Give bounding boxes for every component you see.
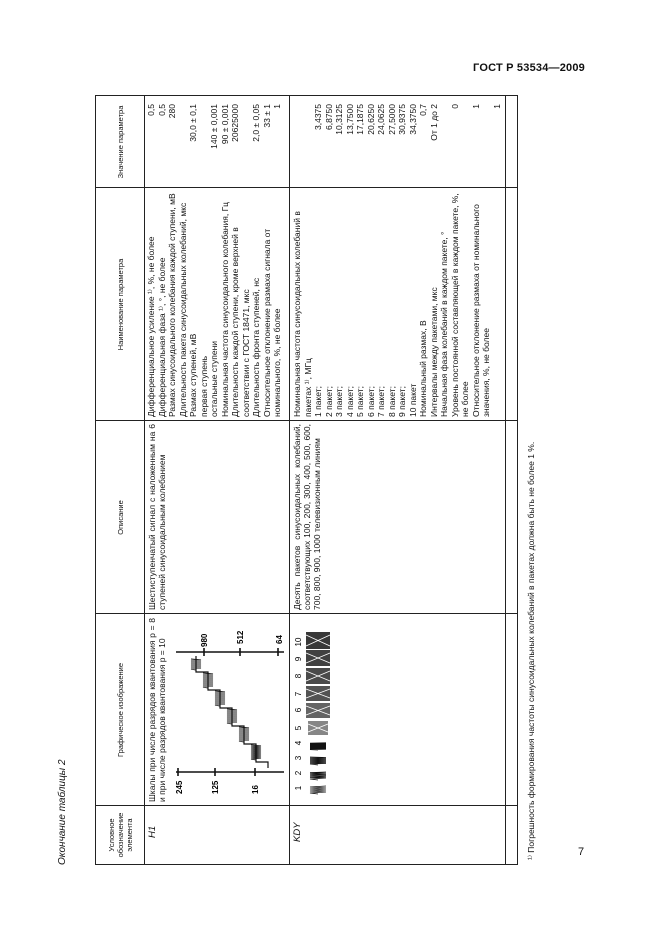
parameter-value: 1 [272, 104, 282, 109]
parameters-table [95, 95, 536, 865]
column-header-graphic: Графическое изображение [115, 663, 125, 758]
parameter-name: Относительное отклонение размаха сигнала от номинального, %, не более [261, 228, 282, 417]
parameter-value: 3,4375 [313, 104, 323, 130]
parameter-value: 10,3125 [334, 104, 344, 135]
parameter-name: 10 пакет [407, 383, 418, 417]
parameter-name: 3 пакет; [334, 386, 344, 417]
parameter-values-kdy [292, 104, 502, 184]
parameter-name: Длительность каждой ступени, кроме верхней в соответствии с ГОСТ 18471, мкс [230, 227, 251, 417]
parameter-name: Размах синусоидального колебания каждой ступени, мВ [167, 193, 177, 417]
parameter-names-h1 [146, 191, 283, 417]
element-code-kdy: KDY [292, 822, 303, 842]
parameter-value: 13,7500 [344, 104, 355, 135]
parameter-value: 30,9375 [397, 104, 407, 135]
scale-label-16: 16 [251, 785, 260, 794]
parameter-name: 1 пакет; [313, 386, 323, 417]
scale-label-125: 125 [211, 780, 220, 794]
parameter-value: 0 [449, 104, 460, 109]
rotated-page-content [57, 95, 537, 865]
packet-number: 2 [294, 770, 303, 776]
description-kdy: Десять пакетов синусоидальных колебаний, соответствующих 100, 200, 300, 400, 500, 600, 700, 800, 900, 1000 телевизионным линиям [292, 424, 322, 610]
parameter-name: Относительное отклонение размаха от номинального значения, %, не более [470, 204, 491, 417]
parameter-name: Дифференциальное усиление ¹⁾, %, не более [146, 236, 156, 417]
parameter-value: 1 [491, 104, 502, 109]
parameter-value: 24,0625 [376, 104, 386, 135]
packet-number: 1 [294, 785, 303, 791]
scale-label-512: 512 [236, 630, 245, 644]
parameter-value: 0,5 [146, 104, 156, 116]
packet-number: 7 [294, 691, 303, 697]
parameter-value: 27,5000 [386, 104, 397, 135]
column-header-description: Описание [115, 500, 125, 535]
table-footnote: ¹⁾ Погрешность формирования частоты синусоидальных колебаний в пакетах должна быть не более 1 %. [526, 441, 536, 860]
parameter-value: 1 [470, 104, 481, 109]
parameter-name: 8 пакет; [386, 386, 397, 417]
table-caption: Окончание таблицы 2 [57, 759, 68, 865]
description-h1: Шестиступенчатый сигнал с наложенным на 6 ступеней синусоидальным колебанием [147, 424, 167, 610]
packet-number: 8 [294, 673, 303, 679]
parameter-value: 33 ± 1 [261, 104, 272, 128]
parameter-value: 30,0 ± 0,1 [188, 104, 198, 142]
packet-number: 4 [294, 740, 303, 746]
parameter-name: Длительность фронта ступеней, нс [251, 277, 261, 417]
scale-label-980: 980 [200, 633, 209, 647]
packet-number: 9 [294, 656, 303, 662]
parameter-value: 6,8750 [323, 104, 334, 130]
parameter-name: первая ступень [198, 355, 209, 417]
standard-header: ГОСТ Р 53534—2009 [473, 62, 585, 74]
packet-number: 6 [294, 707, 303, 713]
parameter-name: 5 пакет; [355, 386, 365, 417]
parameter-names-kdy [292, 191, 492, 417]
parameter-value: 2,0 ± 0,05 [251, 104, 261, 142]
parameter-value: 280 [167, 104, 177, 119]
element-code-h1: Н1 [147, 825, 158, 838]
parameter-name: Номинальная частота синусоидального колебания, Гц [219, 201, 230, 417]
scale-label-245: 245 [175, 780, 184, 794]
parameter-value: 140 ± 0,001 [209, 104, 219, 149]
parameter-name: Начальная фаза колебаний в каждом пакете, ° [439, 231, 449, 417]
parameter-name: Дифференциальная фаза ¹⁾, °, не более [156, 257, 167, 417]
staircase-signal-graphic [172, 616, 288, 802]
parameter-name: Номинальный размах, В [418, 320, 428, 417]
parameter-values-h1 [146, 104, 283, 184]
parameter-name: 9 пакет; [397, 386, 407, 417]
parameter-name: Размах ступеней, мВ [188, 333, 198, 417]
packet-number: 3 [294, 755, 303, 761]
parameter-value: 34,3750 [407, 104, 418, 135]
parameter-value: 20,6250 [365, 104, 376, 135]
graphic-scale-text: Шкалы при числе разрядов квантования p = 8 и при числе разрядов квантования p = 10 [147, 618, 167, 802]
parameter-name: 7 пакет; [376, 386, 386, 417]
packet-number: 10 [294, 637, 303, 647]
parameter-value: 17,1875 [355, 104, 365, 135]
parameter-value: От 1 до 2 [428, 104, 439, 141]
scale-label-64: 64 [275, 635, 284, 644]
column-header-code: Условное обозначение элемента [106, 812, 134, 858]
parameter-name: Номинальная частота синусоидальных колебаний в пакетах ¹⁾, МГц [292, 211, 313, 417]
parameter-name: 4 пакет; [344, 386, 355, 417]
parameter-value: 0,5 [156, 104, 167, 116]
parameter-name: 6 пакет; [365, 386, 376, 417]
multiburst-packets-graphic [292, 616, 364, 802]
parameter-name: 2 пакет; [323, 386, 334, 417]
parameter-name: остальные ступени [209, 340, 219, 417]
column-header-parameter: Наименование параметра [115, 258, 125, 351]
page-number: 7 [578, 846, 585, 858]
parameter-value: 90 ± 0,001 [219, 104, 230, 145]
parameter-name: Уровень постоянной составляющей в каждом пакете, %, не более [449, 193, 470, 417]
column-header-value: Значение параметра [115, 105, 125, 179]
parameter-value: 20625000 [230, 104, 240, 142]
parameter-name: Длительность пакета синусоидальных колебаний, мкс [177, 202, 188, 417]
parameter-name: Интервалы между пакетами, мкс [428, 287, 439, 417]
packet-number: 5 [294, 725, 303, 731]
parameter-value: 0,7 [418, 104, 428, 116]
